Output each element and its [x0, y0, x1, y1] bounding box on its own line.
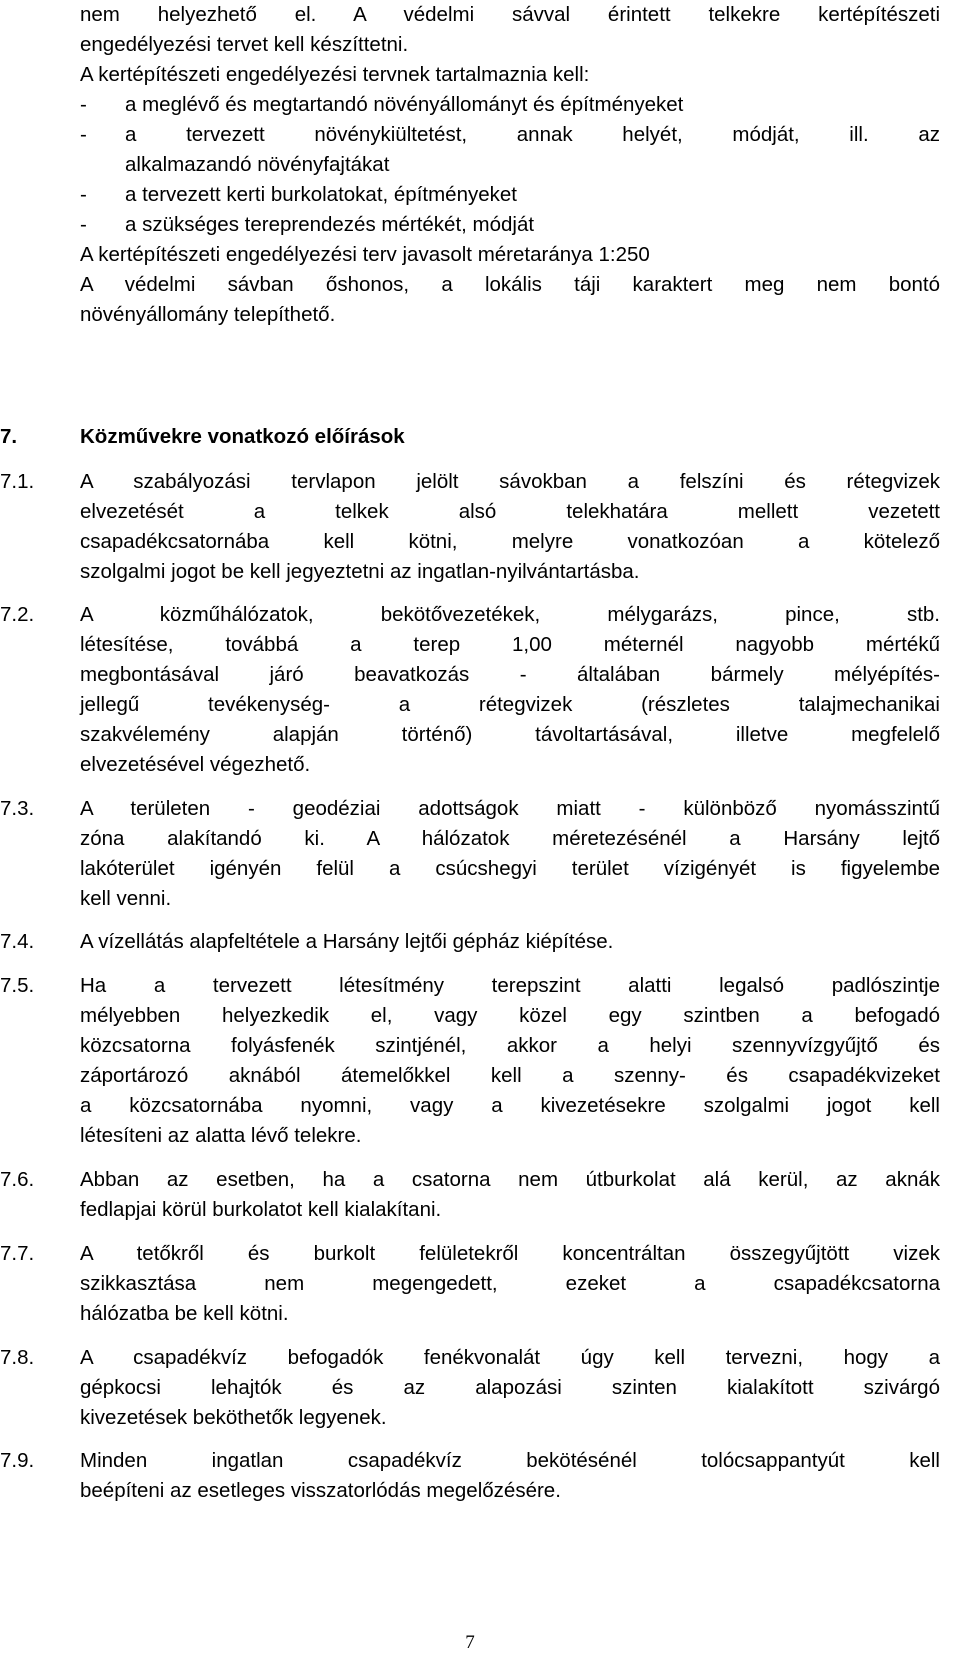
clause-number: 7.6. [0, 1168, 35, 1191]
requirements-list [80, 90, 940, 240]
clause-body: A területen - geodéziai adottságok miatt - különböző nyomásszintű zóna alakítandó ki. A hálózatok méretezésénél a Harsány lejtő lakóterület igényén felül a csúcshegyi terület vízigényét is figyelembe kell venni. [80, 797, 940, 910]
list-item: - a meglévő és megtartandó növényállományt és építményeket [80, 90, 940, 120]
intro-block [80, 0, 940, 330]
clause-number: 7.4. [0, 930, 35, 953]
list-dash: - [80, 213, 87, 236]
scale-line: A kertépítészeti engedélyezési terv javasolt méretaránya 1:250 [80, 243, 650, 266]
intro-line-2: engedélyezési tervet kell készíttetni. [80, 33, 409, 56]
section-title: Közművekre vonatkozó előírások [80, 425, 405, 448]
clause-number: 7.8. [0, 1346, 35, 1369]
list-item: - a szükséges tereprendezés mértékét, módját [80, 210, 940, 240]
native-plants-line-1: A védelmi sávban őshonos, a lokális táji karaktert meg nem bontó [80, 273, 940, 296]
list-dash: - [80, 93, 87, 116]
list-dash: - [80, 183, 87, 206]
clause-body: Ha a tervezett létesítmény terepszint alatti legalsó padlószintje mélyebben helyezkedik el, vagy közel egy szintben a befogadó közcsatorna folyásfenék szintjénél, akkor a helyi szennyvízgyűjtő és záportározó aknából átemelőkkel kell a szenny- és csapadékvizeket a közcsatornába nyomni, vagy a kivezetésekre szolgalmi jogot kell létesíteni az alatta lévő telekre. [80, 974, 940, 1147]
page-number: 7 [465, 1632, 475, 1653]
list-item: - a tervezett kerti burkolatokat, építményeket [80, 180, 940, 210]
clause-body: A vízellátás alapfeltétele a Harsány lejtői gépház kiépítése. [80, 930, 614, 953]
intro-line-1: nem helyezhető el. A védelmi sávval érintett telkekre kertépítészeti [80, 3, 940, 26]
clause-body: A közműhálózatok, bekötővezetékek, mélygarázs, pince, stb. létesítése, továbbá a terep 1,00 méternél nagyobb mértékű megbontásával járó beavatkozás - általában bármely mélyépítés- jellegű tevékenység- a rétegvizek (részletes talajmechanikai szakvélemény alapján történő) távoltartásával, illetve megfelelő elvezetésével végezhető. [80, 603, 940, 776]
native-plants-line-2: növényállomány telepíthető. [80, 303, 336, 326]
clause-number: 7.7. [0, 1242, 35, 1265]
clause-body: Abban az esetben, ha a csatorna nem útburkolat alá kerül, az aknák fedlapjai körül burkolatot kell kialakítani. [80, 1168, 940, 1221]
clause-body: A szabályozási tervlapon jelölt sávokban a felszíni és rétegvizek elvezetését a telkek alsó telekhatára mellett vezetett csapadékcsatornába kell kötni, melyre vonatkozóan a kötelező szolgalmi jogot be kell jegyeztetni az ingatlan-nyilvántartásba. [80, 470, 940, 583]
list-dash: - [80, 123, 87, 146]
list-item-continuation: alkalmazandó növényfajtákat [125, 153, 390, 176]
requirements-heading: A kertépítészeti engedélyezési tervnek tartalmaznia kell: [80, 63, 590, 86]
clause-number: 7.9. [0, 1449, 35, 1472]
clause-body: Minden ingatlan csapadékvíz bekötésénél tolócsappantyút kell beépíteni az esetleges visszatorlódás megelőzésére. [80, 1449, 940, 1502]
list-item: - a tervezett növénykiültetést, annak helyét, módját, ill. az [80, 120, 940, 150]
clause-number: 7.3. [0, 797, 35, 820]
clause-number: 7.1. [0, 470, 35, 493]
clause-number: 7.5. [0, 974, 35, 997]
section-number: 7. [0, 425, 18, 448]
clause-body: A tetőkről és burkolt felületekről koncentráltan összegyűjtött vizek szikkasztása nem megengedett, ezeket a csapadékcsatorna hálózatba be kell kötni. [80, 1242, 940, 1325]
clause-body: A csapadékvíz befogadók fenékvonalát úgy kell tervezni, hogy a gépkocsi lehajtók és az alapozási szinten kialakított szivárgó kivezetések beköthetők legyenek. [80, 1346, 940, 1429]
clause-number: 7.2. [0, 603, 35, 626]
